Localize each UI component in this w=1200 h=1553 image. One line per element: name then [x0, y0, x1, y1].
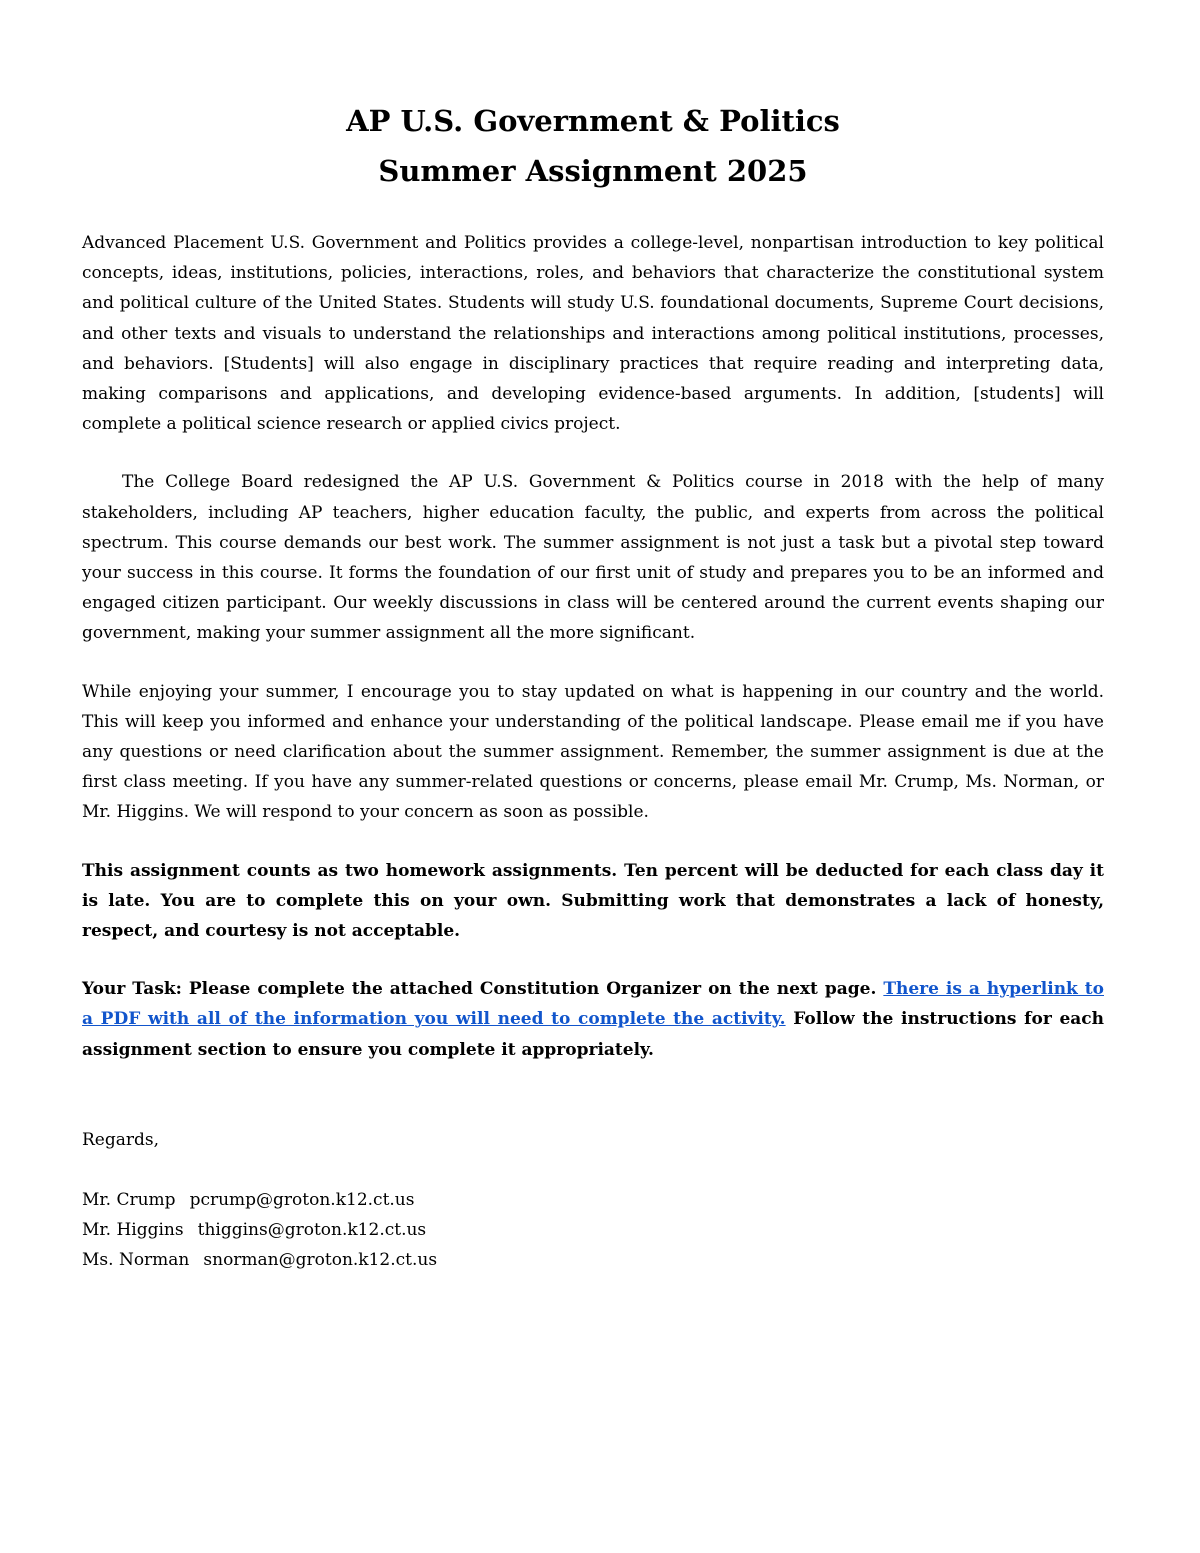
redesign-paragraph: The College Board redesigned the AP U.S. Government & Politics course in 2018 with the help of many stakeholders, including AP teachers, higher education faculty, the public, and experts from across the political spectrum. This course demands our best work. The summer assignment is not just a task but a pivotal step toward your success in this course. It forms the foundation of our first unit of study and prepares you to be an informed and engaged citizen participant. Our weekly discussions in class will be centered around the current events shaping our government, making your summer assignment all the more significant. [82, 472, 1104, 644]
contact-email: snorman@groton.k12.ct.us [203, 1250, 438, 1271]
task-intro: Your Task: Please complete the attached Constitution Organizer on the next page. [82, 979, 884, 1000]
course-description-paragraph: Advanced Placement U.S. Government and Politics provides a college-level, nonpartisan introduction to key political concepts, ideas, institutions, policies, interactions, roles, and behaviors that characterize the constitutional system and political culture of the United States. Students will study U.S. foundational documents, Supreme Court decisions, and other texts and visuals to understand the relationships and interactions among political institutions, processes, and behaviors. [Students] will also engage in disciplinary practices that require reading and interpreting data, making comparisons and applications, and developing evidence-based arguments. In addition, [students] will complete a political science research or applied civics project. [82, 233, 1104, 435]
contact-email: thiggins@groton.k12.ct.us [197, 1220, 427, 1241]
title-line-2: Summer Assignment 2025 [378, 154, 808, 188]
summer-updates-paragraph: While enjoying your summer, I encourage you to stay updated on what is happening in our country and the world. This will keep you informed and enhance your understanding of the political landscape. Please email me if you have any questions or need clarification about the summer assignment. Remember, the summer assignment is due at the first class meeting. If you have any summer-related questions or concerns, please email Mr. Crump, Ms. Norman, or Mr. Higgins. We will respond to your concern as soon as possible. [82, 681, 1104, 823]
contact-name: Mr. Higgins [82, 1220, 184, 1241]
contact-list [82, 1185, 1104, 1276]
pdf-hyperlink[interactable]: There is a hyperlink to a PDF with all of the information you will need to complete the activity. [82, 979, 1104, 1030]
regards-line: Regards, [82, 1129, 160, 1150]
contact-row-crump [82, 1185, 1104, 1215]
document-page [82, 96, 1104, 1276]
contact-row-norman [82, 1245, 1104, 1275]
document-title [82, 96, 1104, 196]
title-line-1: AP U.S. Government & Politics [346, 104, 840, 138]
grading-policy-paragraph: This assignment counts as two homework assignments. Ten percent will be deducted for each class day it is late. You are to complete this on your own. Submitting work that demonstrates a lack of honesty, respect, and courtesy is not acceptable. [82, 860, 1104, 942]
task-outro: Follow the instructions for each assignment section to ensure you complete it appropriately. [82, 1009, 1104, 1060]
contact-name: Mr. Crump [82, 1190, 176, 1211]
contact-name: Ms. Norman [82, 1250, 190, 1271]
contact-row-higgins [82, 1215, 1104, 1245]
contact-email: pcrump@groton.k12.ct.us [189, 1190, 415, 1211]
task-paragraph [82, 974, 1104, 1065]
document-body [82, 228, 1104, 1276]
